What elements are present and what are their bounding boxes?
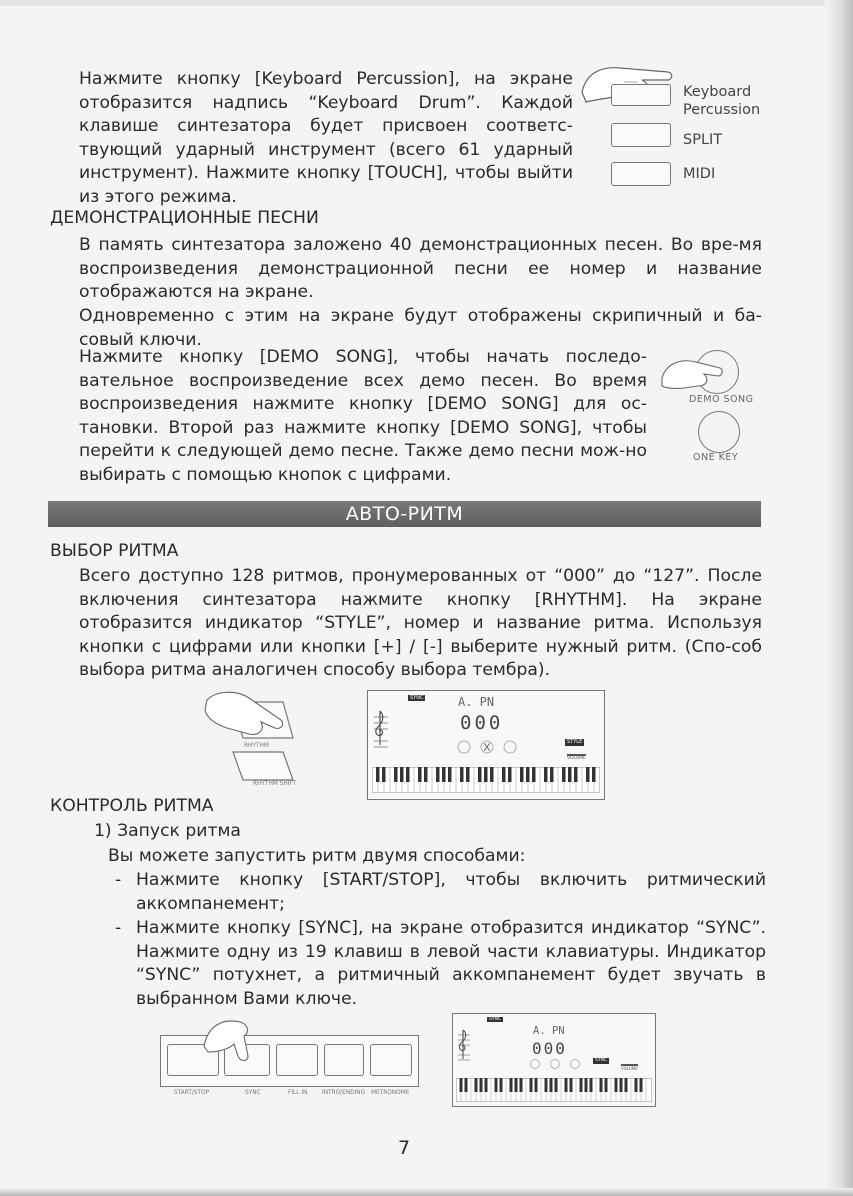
split-button[interactable] <box>611 123 671 147</box>
start-stop-label: START/STOP <box>174 1090 210 1096</box>
one-key-button[interactable] <box>698 411 740 453</box>
fill-in-label: FILL IN <box>288 1090 308 1096</box>
hand-pointer-icon <box>200 1016 280 1066</box>
section-title: АВТО-РИТМ <box>345 503 464 525</box>
rhythm-indicator-icons <box>527 1058 583 1070</box>
bullet-dash-1: - <box>115 870 122 890</box>
demo-paragraph-3: Нажмите кнопку [DEMO SONG], чтобы начать последо-вательное воспроизведение всех демо песен. Во время воспроизведения нажмите кнопку [DEMO SONG] для ос-тановки. Второй раз нажмите кнопку [DEMO SONG], чтобы перейти к следующей демо песне. Также демо песни мож-но выбирать с помощью кнопок с цифрами. <box>79 347 647 485</box>
page-number: 7 <box>398 1137 411 1159</box>
demo-paragraph-1: В память синтезатора заложено 40 демонстрационных песен. Во вре-мя воспроизведения демонстрационной песни ее номер и название отображаются на экране. <box>79 235 762 302</box>
lcd-sync-badge: SYNC <box>595 1058 608 1063</box>
page-top-edge <box>0 0 853 6</box>
demo-paragraph-2: Одновременно с этим на экране будут отображены скрипичный и ба-совый ключи. <box>79 306 762 350</box>
demo-songs-heading: ДЕМОНСТРАЦИОННЫЕ ПЕСНИ <box>50 208 319 228</box>
rhythm-control-bullet-2: Нажмите кнопку [SYNC], на экране отобразится индикатор “SYNC”. Нажмите одну из 19 клавиш в левой части клавиатуры. Индикатор “SYNC” потухнет, а ритмичный аккомпанемент будет звучать в выбранном Вами ключе. <box>136 918 766 1009</box>
split-label: SPLIT <box>683 132 723 148</box>
lcd-voice-name: A. PN <box>458 695 495 709</box>
keyboard-percussion-label-line2: Percussion <box>683 102 761 118</box>
treble-clef-icon <box>372 709 390 753</box>
lcd-number: 000 <box>460 712 504 734</box>
rhythm-control-intro: Вы можете запустить ритм двумя способами: <box>108 846 526 866</box>
rhythm-control-bullet-1: Нажмите кнопку [START/STOP], чтобы включить ритмический аккомпанемент; <box>136 870 766 914</box>
lcd-keyboard-icon <box>456 1078 652 1102</box>
keyboard-percussion-label-line1: Keyboard <box>683 84 752 100</box>
sync-label: SYNC <box>245 1090 261 1096</box>
lcd-style-badge: STYLE <box>567 739 583 745</box>
lcd-volume: VOLUME <box>621 1066 638 1071</box>
fill-in-button[interactable] <box>276 1044 318 1076</box>
rhythm-select-heading: ВЫБОР РИТМА <box>50 541 179 561</box>
treble-clef-icon <box>456 1028 472 1066</box>
lcd-display-2 <box>452 1013 656 1107</box>
page-bottom-edge <box>0 1188 853 1196</box>
rhythm-button-row <box>160 1035 419 1087</box>
midi-button[interactable] <box>611 162 671 186</box>
intro-paragraph: Нажмите кнопку [Keyboard Percussion], на экране отобразится надпись “Keyboard Drum”. Каждой клавише синтезатора будет присвоен соответс-твующий ударный инструмент (всего 61 ударный инструмент). Нажмите кнопку [TOUCH], чтобы выйти из этого режима. <box>79 69 573 207</box>
section-title-band <box>48 501 761 527</box>
lcd-volume: VOLUME <box>567 756 586 761</box>
hand-pointer-icon <box>660 356 730 396</box>
midi-label: MIDI <box>683 166 716 182</box>
lcd-keyboard-icon <box>372 767 600 793</box>
keyboard-percussion-button[interactable] <box>611 84 671 106</box>
rhythm-select-paragraph: Всего доступно 128 ритмов, пронумерованных от “000” до “127”. После включения синтезатора нажмите кнопку [RHYTHM]. На экране отобразится индикатор “STYLE”, номер и название ритма. Используя кнопки с цифрами или кнопки [+] / [-] выберите нужный ритм. (Спо-соб выбора ритма аналогичен способу выбора тембра). <box>79 566 762 680</box>
metronome-label: METRONOME <box>371 1090 410 1096</box>
page-right-edge <box>825 0 853 1196</box>
rhythm-indicator-icons <box>454 739 520 755</box>
lcd-display-1 <box>367 690 605 800</box>
demo-song-label: DEMO SONG <box>689 394 754 405</box>
bullet-dash-2: - <box>115 918 122 938</box>
intro-ending-label: INTRO/ENDING <box>322 1090 366 1096</box>
metronome-button[interactable] <box>370 1044 412 1076</box>
intro-ending-button[interactable] <box>324 1044 364 1076</box>
lcd-voice-name: A. PN <box>533 1025 565 1037</box>
rhythm-control-heading: КОНТРОЛЬ РИТМА <box>50 796 214 816</box>
rhythm-buttons-drawing <box>203 690 323 790</box>
rhythm-shift-label: RHYTHM SHIFT <box>253 781 297 787</box>
lcd-top-badge: SYNC <box>410 695 424 701</box>
one-key-label: ONE KEY <box>693 452 739 463</box>
rhythm-label: RHYTHM <box>244 743 269 749</box>
lcd-top-badge: SYNC <box>489 1017 502 1022</box>
rhythm-start-item: 1) Запуск ритма <box>94 821 241 841</box>
lcd-number: 000 <box>532 1039 567 1058</box>
